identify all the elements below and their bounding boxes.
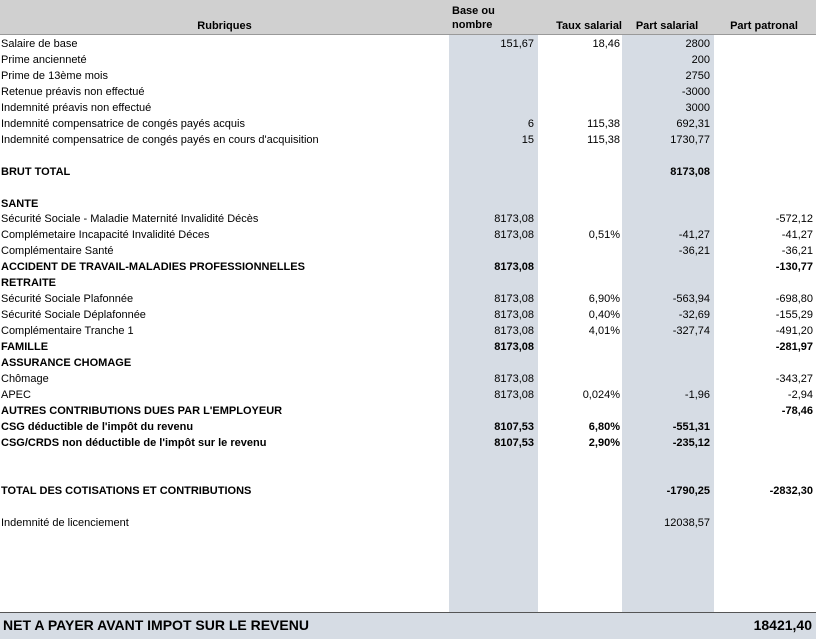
row-base: 8173,08 xyxy=(494,325,534,338)
row-base: 8173,08 xyxy=(494,388,534,401)
table-row xyxy=(0,403,816,419)
net-a-payer-bar xyxy=(0,612,816,639)
row-base: 8173,08 xyxy=(494,293,534,306)
row-part-patronal: -572,12 xyxy=(775,213,813,226)
row-part-salarial: 1730,77 xyxy=(670,133,710,146)
table-row xyxy=(0,180,816,196)
row-label: Indemnité compensatrice de congés payés acquis xyxy=(1,117,245,130)
net-a-payer-value: 18421,40 xyxy=(753,617,812,633)
row-part-salarial: 3000 xyxy=(685,101,710,114)
row-taux: 0,024% xyxy=(582,388,620,401)
row-part-salarial: -563,94 xyxy=(672,293,710,306)
row-taux: 115,38 xyxy=(587,133,620,146)
row-part-patronal: -130,77 xyxy=(775,261,813,274)
row-label: Prime de 13ème mois xyxy=(1,69,108,82)
header-base: Base ou nombre xyxy=(452,5,495,31)
header-part-patronal: Part patronal xyxy=(730,20,798,32)
row-label: FAMILLE xyxy=(1,341,49,354)
row-base: 8107,53 xyxy=(494,420,534,433)
row-label: CSG/CRDS non déductible de l'impôt sur le revenu xyxy=(1,436,267,449)
row-part-patronal: -155,29 xyxy=(775,309,813,322)
net-a-payer-label: NET A PAYER AVANT IMPOT SUR LE REVENU xyxy=(3,617,309,633)
row-label: RETRAITE xyxy=(1,277,56,290)
row-base: 8173,08 xyxy=(494,213,534,226)
row-part-salarial: 12038,57 xyxy=(664,516,710,529)
row-label: Indemnité préavis non effectué xyxy=(1,101,152,114)
table-row xyxy=(0,483,816,499)
row-base: 8173,08 xyxy=(494,261,534,274)
table-row xyxy=(0,100,816,116)
table-row xyxy=(0,387,816,403)
row-part-patronal: -698,80 xyxy=(775,293,813,306)
row-part-salarial: -1,96 xyxy=(684,388,710,401)
row-part-salarial: -41,27 xyxy=(678,229,710,242)
row-base: 151,67 xyxy=(500,38,534,50)
table-row xyxy=(0,132,816,148)
table-row xyxy=(0,499,816,515)
table-row xyxy=(0,467,816,483)
header-part-salarial: Part salarial xyxy=(635,20,699,32)
row-part-salarial: -551,31 xyxy=(672,420,710,433)
row-part-salarial: 8173,08 xyxy=(670,165,710,178)
row-base: 8173,08 xyxy=(494,309,534,322)
row-taux: 2,90% xyxy=(588,436,620,449)
table-row xyxy=(0,323,816,339)
table-row xyxy=(0,164,816,180)
row-label: Sécurité Sociale Plafonnée xyxy=(1,293,134,306)
row-label: Sécurité Sociale Déplafonnée xyxy=(1,309,146,322)
row-label: CSG déductible de l'impôt du revenu xyxy=(1,420,194,433)
table-row xyxy=(0,148,816,164)
row-part-salarial: -327,74 xyxy=(672,325,710,338)
table-row xyxy=(0,68,816,84)
table-row xyxy=(0,275,816,291)
row-label: Indemnité de licenciement xyxy=(1,516,129,529)
row-taux: 6,80% xyxy=(588,420,620,433)
row-label: ASSURANCE CHOMAGE xyxy=(1,357,132,369)
table-row xyxy=(0,371,816,387)
row-base: 6 xyxy=(527,117,534,130)
table-row xyxy=(0,36,816,52)
table-row xyxy=(0,355,816,371)
row-part-salarial: 2800 xyxy=(685,38,710,50)
table-row xyxy=(0,52,816,68)
table-row xyxy=(0,84,816,100)
row-part-patronal: -2,94 xyxy=(787,388,813,401)
row-base: 8173,08 xyxy=(494,229,534,242)
row-part-patronal: -36,21 xyxy=(781,245,813,258)
row-taux: 18,46 xyxy=(592,38,620,50)
row-part-salarial: -36,21 xyxy=(678,245,710,258)
row-part-salarial: -235,12 xyxy=(672,436,710,449)
table-row xyxy=(0,291,816,307)
row-label: Chômage xyxy=(1,372,49,385)
row-label: Complémentaire Santé xyxy=(1,245,114,258)
row-part-patronal: -491,20 xyxy=(775,325,813,338)
row-part-salarial: 692,31 xyxy=(676,117,710,130)
row-taux: 6,90% xyxy=(588,293,620,306)
header-divider xyxy=(0,34,816,35)
table-row xyxy=(0,435,816,451)
row-part-patronal: -78,46 xyxy=(781,404,813,417)
row-part-patronal: -41,27 xyxy=(781,229,813,242)
table-row xyxy=(0,243,816,259)
row-label: SANTE xyxy=(1,197,39,210)
table-row xyxy=(0,196,816,212)
row-part-salarial: -3000 xyxy=(681,85,710,98)
table-row xyxy=(0,211,816,227)
table-row xyxy=(0,339,816,355)
table-row xyxy=(0,307,816,323)
row-taux: 115,38 xyxy=(587,117,620,130)
row-label: Complémetaire Incapacité Invalidité Déces xyxy=(1,229,210,242)
row-base: 8173,08 xyxy=(494,341,534,354)
row-part-patronal: -281,97 xyxy=(775,341,813,354)
table-row xyxy=(0,451,816,467)
table-row xyxy=(0,259,816,275)
header-taux-salarial: Taux salarial xyxy=(556,20,622,32)
table-row xyxy=(0,116,816,132)
row-label: Salaire de base xyxy=(1,38,78,50)
row-part-patronal: -2832,30 xyxy=(769,484,813,497)
row-part-salarial: -1790,25 xyxy=(666,484,710,497)
row-label: BRUT TOTAL xyxy=(1,165,71,178)
row-label: APEC xyxy=(1,388,31,401)
row-part-patronal: -343,27 xyxy=(775,372,813,385)
row-base: 8173,08 xyxy=(494,372,534,385)
row-taux: 4,01% xyxy=(588,325,620,338)
row-label: ACCIDENT DE TRAVAIL-MALADIES PROFESSIONNELLES xyxy=(1,261,305,274)
table-row xyxy=(0,227,816,243)
row-label: Prime ancienneté xyxy=(1,53,87,66)
row-taux: 0,51% xyxy=(588,229,620,242)
row-label: TOTAL DES COTISATIONS ET CONTRIBUTIONS xyxy=(1,484,252,497)
table-row xyxy=(0,515,816,531)
row-label: AUTRES CONTRIBUTIONS DUES PAR L'EMPLOYEUR xyxy=(1,404,283,417)
row-taux: 0,40% xyxy=(588,309,620,322)
row-part-salarial: 200 xyxy=(691,53,710,66)
row-part-salarial: -32,69 xyxy=(678,309,710,322)
header-rubriques: Rubriques xyxy=(197,20,252,32)
row-label: Sécurité Sociale - Maladie Maternité Invalidité Décès xyxy=(1,213,259,226)
row-base: 15 xyxy=(521,133,534,146)
table-header xyxy=(0,0,816,34)
row-label: Indemnité compensatrice de congés payés en cours d'acquisition xyxy=(1,133,319,146)
row-label: Retenue préavis non effectué xyxy=(1,85,145,98)
table-row xyxy=(0,419,816,435)
row-part-salarial: 2750 xyxy=(685,69,710,82)
row-label: Complémentaire Tranche 1 xyxy=(1,325,134,338)
row-base: 8107,53 xyxy=(494,436,534,449)
